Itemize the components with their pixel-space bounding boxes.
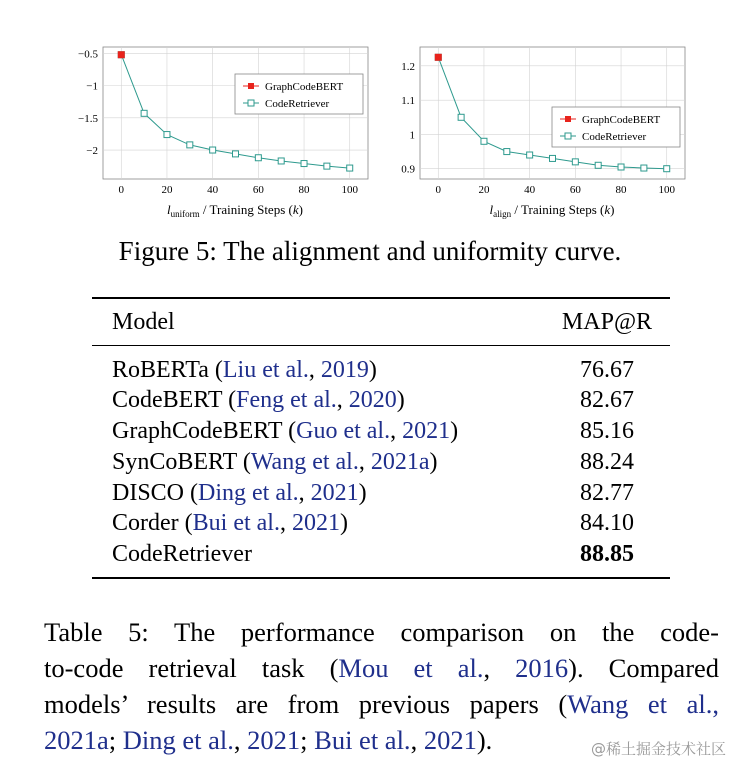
citation-link[interactable]: Wang et al.,	[567, 689, 719, 719]
model-name: SynCoBERT	[112, 449, 237, 475]
citation-year-link[interactable]: 2019	[320, 357, 369, 383]
citation-link[interactable]: Liu et al.	[222, 357, 309, 383]
citation-link[interactable]: Mou et al.	[338, 653, 484, 683]
data-point-coderetriever	[618, 164, 624, 170]
citation-year-link[interactable]: 2021	[310, 480, 359, 506]
citation-link[interactable]: Wang et al.	[250, 449, 359, 475]
x-tick-label: 40	[207, 184, 219, 196]
table-row: SynCoBERT (Wang et al., 2021a) 88.24	[112, 449, 670, 475]
data-point-graphcodebert	[435, 54, 441, 60]
table-caption	[44, 614, 719, 758]
citation-link[interactable]: Ding et al.	[198, 480, 299, 506]
data-point-coderetriever	[527, 152, 533, 158]
citation-year-link[interactable]: 2021a	[44, 725, 109, 755]
legend	[235, 74, 363, 114]
data-point-coderetriever	[278, 158, 284, 164]
y-tick-label: −0.5	[78, 48, 98, 61]
map-value: 82.67	[580, 387, 634, 413]
map-value-best: 88.85	[580, 541, 634, 567]
map-value: 76.67	[580, 357, 634, 383]
top-rule	[92, 297, 670, 299]
caption-line-1: Table 5: The performance comparison on the code-	[44, 617, 719, 647]
mid-rule	[92, 345, 670, 346]
header-metric: MAP@R	[561, 309, 653, 335]
table-row: RoBERTa (Liu et al., 2019) 76.67	[112, 357, 670, 383]
y-tick-label: −1	[86, 80, 98, 93]
watermark: @稀土掘金技术社区	[590, 740, 726, 758]
map-value: 88.24	[580, 449, 634, 475]
data-point-coderetriever	[233, 151, 239, 157]
table-row: CodeBERT (Feng et al., 2020) 82.67	[112, 387, 670, 413]
data-point-coderetriever	[664, 166, 670, 172]
data-point-coderetriever	[458, 114, 464, 120]
y-tick-label: 1.2	[401, 60, 415, 73]
data-point-graphcodebert	[118, 52, 124, 58]
x-tick-label: 20	[161, 184, 173, 196]
figure-caption: Figure 5: The alignment and uniformity curve.	[118, 236, 622, 266]
citation-link[interactable]: Bui et al.	[192, 510, 280, 536]
legend-label-graphcodebert: GraphCodeBERT	[582, 114, 661, 126]
citation-year-link[interactable]: 2020	[348, 387, 397, 413]
caption-line-3: models’ results are from previous papers (Wang et al.,	[44, 689, 719, 719]
citation-year-link[interactable]: 2021a	[370, 449, 430, 475]
legend-marker-coderetriever	[565, 133, 571, 139]
map-value: 85.16	[580, 418, 634, 444]
legend-label-coderetriever: CodeRetriever	[582, 131, 647, 143]
x-tick-label: 100	[341, 184, 358, 196]
map-value: 84.10	[580, 510, 634, 536]
citation-year-link[interactable]: 2021	[423, 725, 477, 755]
table-row: Corder (Bui et al., 2021) 84.10	[112, 510, 670, 536]
caption-line-2: to-code retrieval task (Mou et al., 2016). Compared	[44, 653, 720, 683]
legend	[552, 107, 680, 147]
data-point-coderetriever	[504, 149, 510, 155]
citation-link[interactable]: Bui et al.	[314, 725, 411, 755]
header-model: Model	[112, 309, 175, 335]
data-point-coderetriever	[641, 165, 647, 171]
data-point-coderetriever	[141, 110, 147, 116]
uniformity-chart	[60, 44, 380, 224]
data-point-coderetriever	[550, 155, 556, 161]
x-tick-label: 60	[252, 184, 264, 196]
x-axis-label: $l_{align}$ / Training Steps (k)	[489, 202, 615, 219]
data-point-coderetriever	[255, 155, 261, 161]
citation-link[interactable]: Feng et al.	[236, 387, 337, 413]
table-row: DISCO (Ding et al., 2021) 82.77	[112, 480, 670, 506]
citation-year-link[interactable]: 2021	[247, 725, 301, 755]
x-tick-label: 80	[615, 184, 627, 196]
data-point-coderetriever	[187, 142, 193, 148]
y-tick-label: 0.9	[401, 163, 415, 176]
legend-marker-coderetriever	[248, 100, 254, 106]
legend-marker-graphcodebert	[565, 116, 571, 122]
data-point-coderetriever	[324, 163, 330, 169]
x-tick-label: 0	[435, 184, 442, 196]
data-point-coderetriever	[210, 147, 216, 153]
citation-link[interactable]: Guo et al.	[296, 418, 391, 444]
table-header	[112, 309, 670, 335]
x-tick-label: 40	[524, 184, 536, 196]
data-point-coderetriever	[347, 165, 353, 171]
legend-marker-graphcodebert	[248, 83, 254, 89]
x-axis-label: $l_{uniform}$ / Training Steps (k)	[167, 202, 303, 219]
model-name: Corder	[112, 510, 179, 536]
x-tick-label: 0	[118, 184, 125, 196]
y-tick-label: 1.1	[401, 95, 415, 108]
x-tick-label: 100	[658, 184, 675, 196]
legend-label-graphcodebert: GraphCodeBERT	[265, 81, 344, 93]
model-name: GraphCodeBERT	[112, 418, 283, 444]
y-tick-label: −2	[86, 145, 98, 158]
data-point-coderetriever	[164, 132, 170, 138]
caption-line-4: 2021a; Ding et al., 2021; Bui et al., 2021).	[44, 725, 493, 755]
table-row: GraphCodeBERT (Guo et al., 2021) 85.16	[112, 418, 670, 444]
x-tick-label: 60	[569, 184, 581, 196]
alignment-chart	[385, 44, 695, 224]
y-tick-label: 1	[409, 129, 415, 142]
bottom-rule	[92, 577, 670, 579]
map-value: 82.77	[580, 480, 634, 506]
citation-year-link[interactable]: 2021	[402, 418, 451, 444]
data-point-coderetriever	[481, 138, 487, 144]
legend-label-coderetriever: CodeRetriever	[265, 98, 330, 110]
model-name: RoBERTa	[112, 357, 209, 383]
citation-link[interactable]: Ding et al.	[122, 725, 234, 755]
model-name: CodeBERT	[112, 387, 223, 413]
citation-year-link[interactable]: 2021	[291, 510, 340, 536]
data-point-coderetriever	[572, 159, 578, 165]
model-name: CodeRetriever	[112, 541, 252, 567]
x-tick-label: 80	[298, 184, 310, 196]
citation-year-link[interactable]: 2016	[515, 653, 569, 683]
y-tick-label: −1.5	[78, 112, 98, 125]
model-name: DISCO	[112, 480, 185, 506]
data-point-coderetriever	[301, 161, 307, 167]
x-tick-label: 20	[478, 184, 490, 196]
table-row	[112, 541, 670, 567]
data-point-coderetriever	[595, 162, 601, 168]
